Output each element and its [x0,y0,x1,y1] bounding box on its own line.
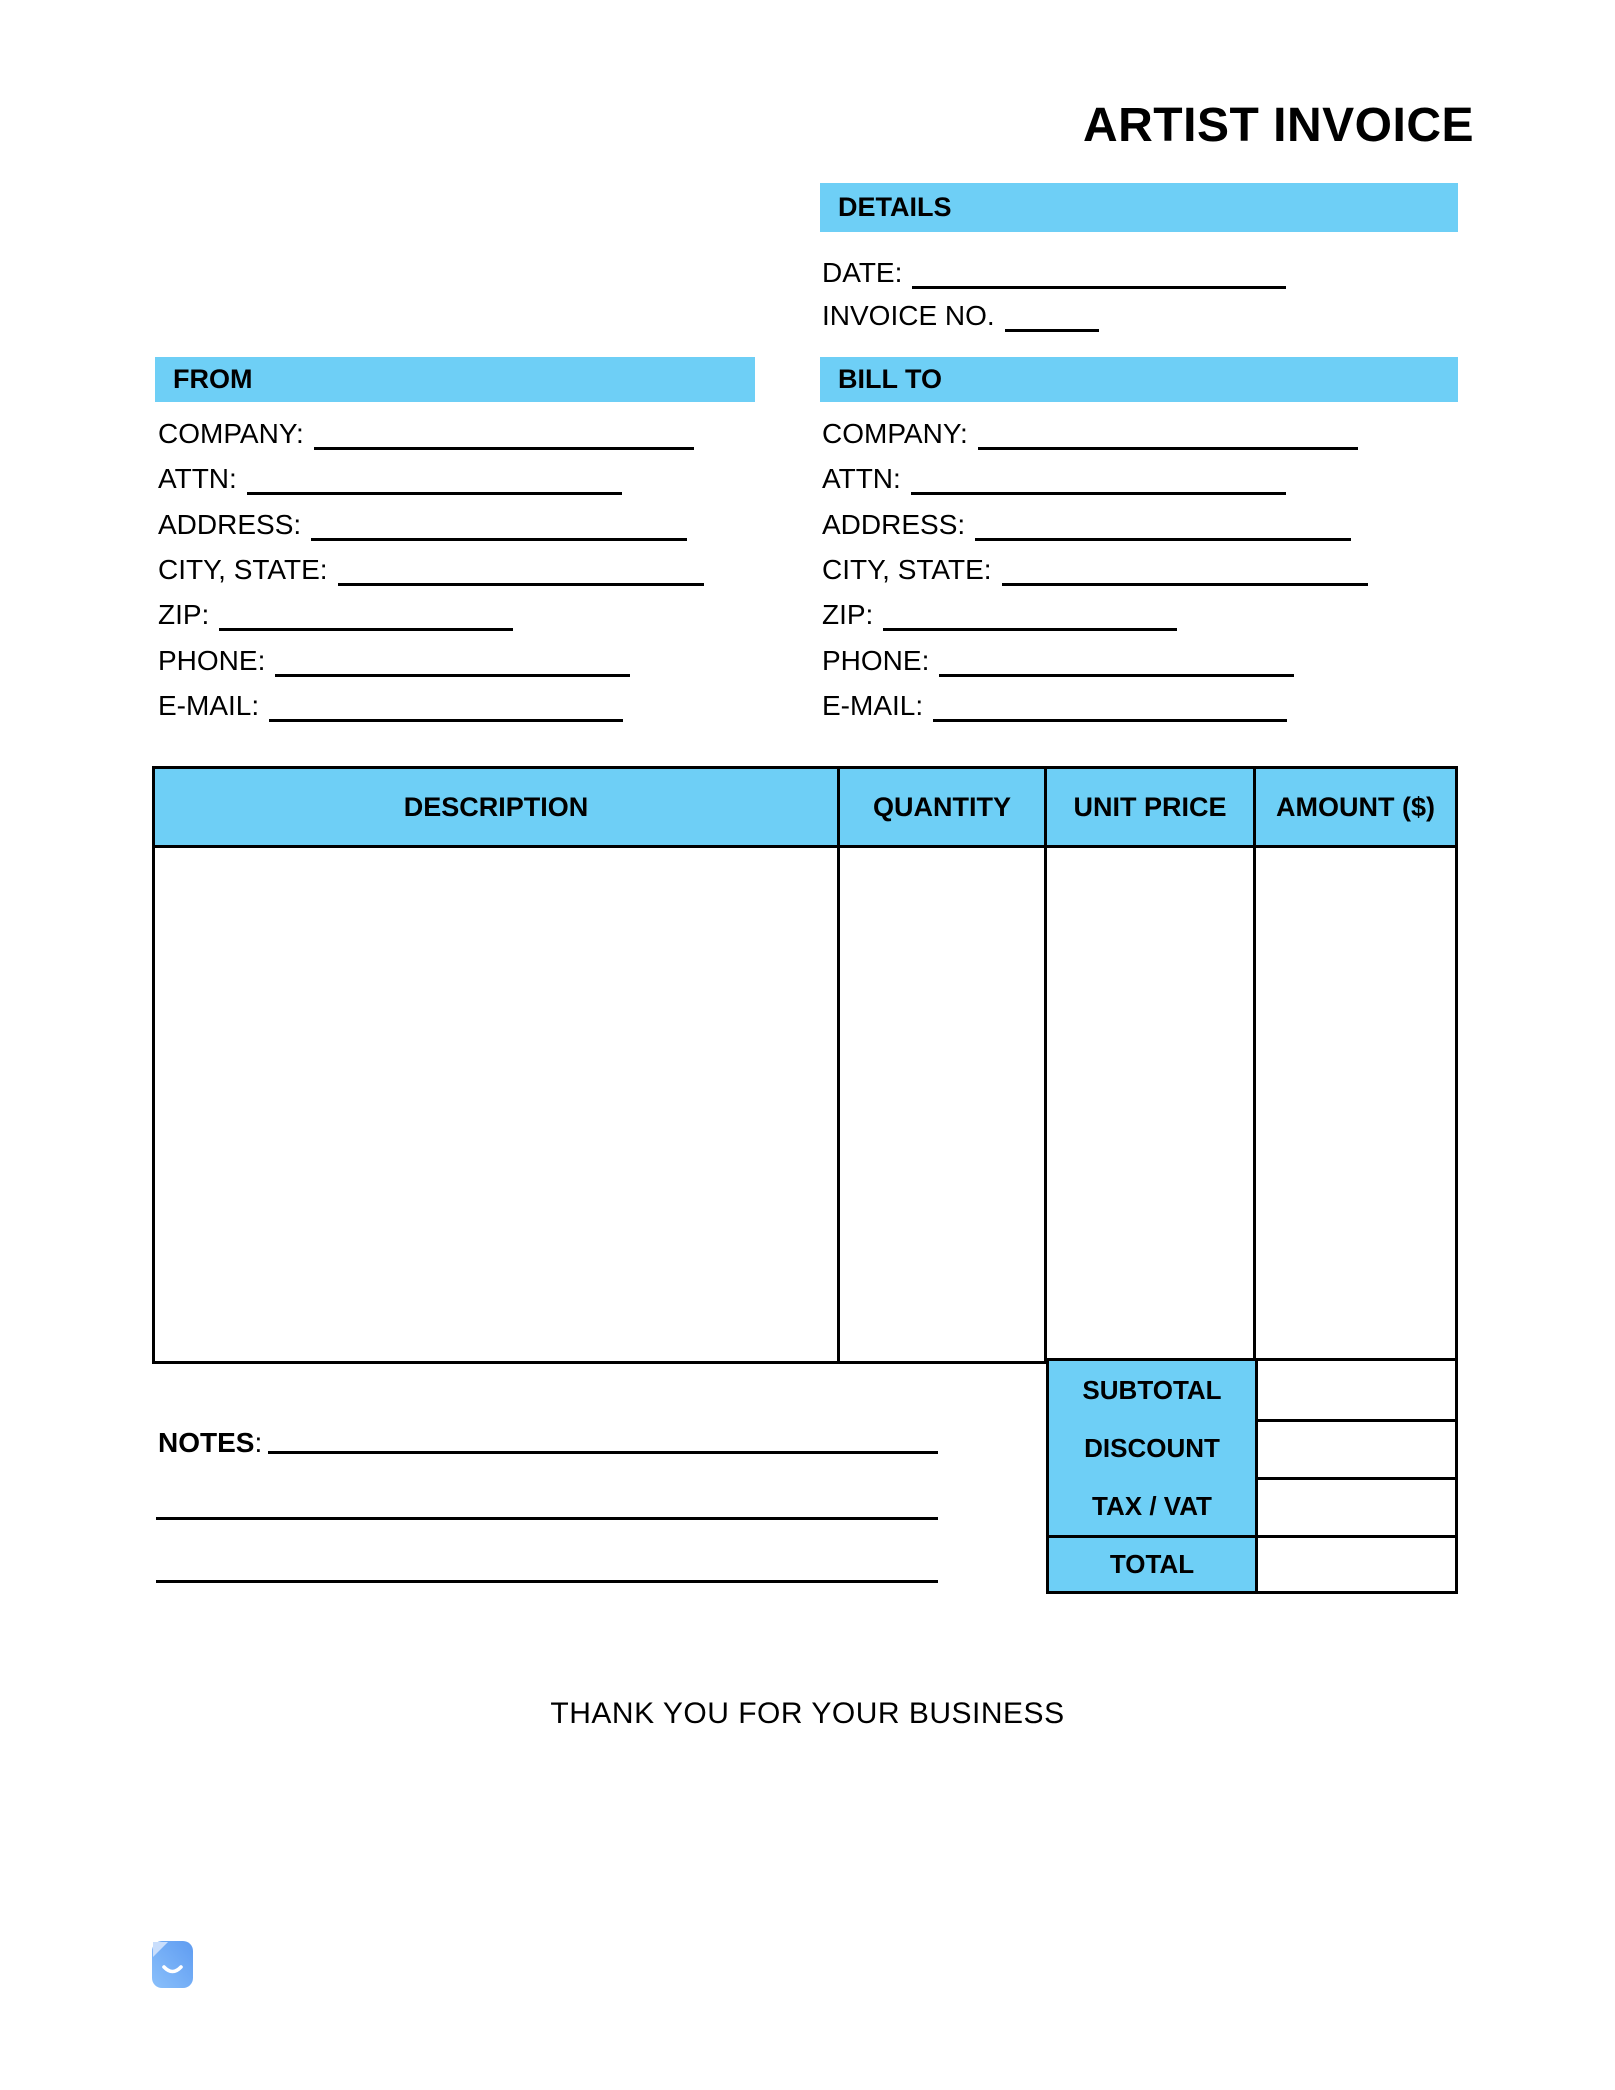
bill-to-zip-label: ZIP: [822,599,874,630]
from-city-state-input-line[interactable] [338,545,704,586]
bill-to-attn-row [822,454,1286,495]
unit-price-cell[interactable] [1047,848,1256,1361]
from-attn-label: ATTN: [158,463,237,494]
from-attn-input-line[interactable] [247,454,622,495]
invoice-no-field-row [822,291,1099,332]
notes-label-text: NOTES [158,1427,255,1458]
notes-line-1[interactable] [268,1451,938,1454]
totals-label-block [1049,1361,1255,1535]
bill-to-address-input-line[interactable] [975,500,1351,541]
from-zip-label: ZIP: [158,599,210,630]
bill-to-header-label: BILL TO [838,364,943,394]
notes-line-3[interactable] [156,1580,938,1583]
from-phone-label: PHONE: [158,645,266,676]
bill-to-phone-input-line[interactable] [939,636,1294,677]
from-email-row [158,681,623,722]
from-phone-input-line[interactable] [275,636,630,677]
from-email-label: E-MAIL: [158,690,260,721]
quantity-cell[interactable] [840,848,1047,1361]
items-table-header-row [155,769,1455,848]
discount-amount-cell[interactable] [1255,1419,1455,1477]
bill-to-email-input-line[interactable] [933,681,1287,722]
bill-to-phone-label: PHONE: [822,645,930,676]
total-amount-cell[interactable] [1255,1535,1455,1591]
totals-table [1046,1358,1458,1594]
discount-label: DISCOUNT [1084,1432,1220,1463]
bill-to-phone-row [822,636,1294,677]
date-label: DATE: [822,257,903,288]
from-address-input-line[interactable] [311,500,687,541]
invoice-no-label: INVOICE NO. [822,300,995,331]
from-city-state-row [158,545,704,586]
bill-to-zip-input-line[interactable] [883,590,1177,631]
amount-cell[interactable] [1256,848,1455,1361]
date-field-row [822,248,1286,289]
column-header-quantity: QUANTITY [840,769,1047,845]
subtotal-amount-cell[interactable] [1255,1361,1455,1419]
from-company-row [158,409,694,450]
thank-you-message: THANK YOU FOR YOUR BUSINESS [550,1697,1065,1730]
bill-to-attn-label: ATTN: [822,463,901,494]
bill-to-company-label: COMPANY: [822,418,968,449]
bill-to-attn-input-line[interactable] [911,454,1286,495]
page-title: ARTIST INVOICE [1082,99,1474,152]
from-address-row [158,500,687,541]
bill-to-city-state-label: CITY, STATE: [822,554,992,585]
column-header-unit-price: UNIT PRICE [1047,769,1256,845]
bill-to-address-label: ADDRESS: [822,509,966,540]
subtotal-label: SUBTOTAL [1082,1374,1222,1405]
tax-vat-label: TAX / VAT [1092,1490,1212,1521]
items-table-body [155,848,1455,1361]
items-table [152,766,1458,1364]
from-zip-row [158,590,513,631]
from-header-bar [155,357,755,402]
from-zip-input-line[interactable] [219,590,513,631]
notes-label [158,1428,262,1458]
column-header-amount: AMOUNT ($) [1276,791,1435,822]
bill-to-company-row [822,409,1358,450]
notes-label-colon: : [254,1427,263,1458]
description-cell[interactable] [155,848,840,1361]
details-header-bar [820,183,1458,232]
column-header-description: DESCRIPTION [155,769,840,845]
from-phone-row [158,636,630,677]
date-input-line[interactable] [912,248,1286,289]
smiling-document-logo-icon [152,1941,193,1988]
bill-to-email-label: E-MAIL: [822,690,924,721]
invoice-no-input-line[interactable] [1005,291,1099,332]
from-address-label: ADDRESS: [158,509,302,540]
from-city-state-label: CITY, STATE: [158,554,328,585]
from-header-label: FROM [173,364,253,394]
from-company-input-line[interactable] [314,409,694,450]
details-header-label: DETAILS [838,192,952,222]
tax-vat-amount-cell[interactable] [1255,1477,1455,1535]
bill-to-header-bar [820,357,1458,402]
bill-to-city-state-input-line[interactable] [1002,545,1368,586]
notes-line-2[interactable] [156,1517,938,1520]
from-attn-row [158,454,622,495]
bill-to-zip-row [822,590,1177,631]
bill-to-email-row [822,681,1287,722]
from-company-label: COMPANY: [158,418,304,449]
from-email-input-line[interactable] [269,681,623,722]
bill-to-city-state-row [822,545,1368,586]
total-label: TOTAL [1049,1535,1255,1591]
bill-to-address-row [822,500,1351,541]
bill-to-company-input-line[interactable] [978,409,1358,450]
